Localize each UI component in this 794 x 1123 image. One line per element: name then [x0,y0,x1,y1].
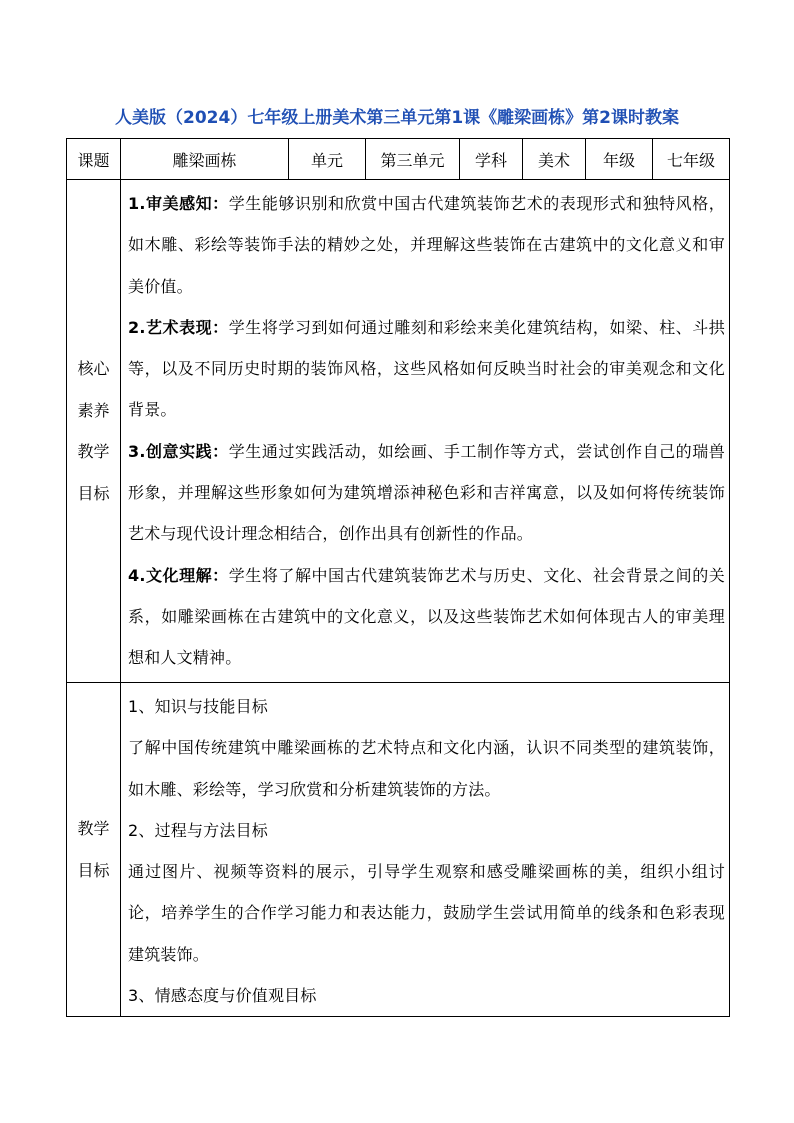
teaching-goal-text: 了解中国传统建筑中雕梁画栋的艺术特点和文化内涵，认识不同类型的建筑装饰，如木雕、彩绘等，学习欣赏和分析建筑装饰的方法。 [128,738,725,799]
course-label: 课题 [67,139,121,180]
lesson-plan-table [66,138,730,1017]
header-row [67,139,730,180]
teaching-goals-label-line: 目标 [77,860,110,880]
teaching-goals-row [67,683,730,1017]
core-goal-heading: 4.文化理解： [128,565,229,585]
teaching-goal-heading: 2、过程与方法目标 [128,820,268,840]
core-goal-item [128,307,725,431]
core-goal-text: 学生能够识别和欣赏中国古代建筑装饰艺术的表现形式和独特风格，如木雕、彩绘等装饰手法的精妙之处，并理解这些装饰在古建筑中的文化意义和审美价值。 [128,194,725,296]
core-goals-content [121,180,730,683]
core-goal-heading: 1.审美感知： [128,194,229,213]
teaching-goals-label-line: 教学 [77,819,110,839]
core-goal-item [128,183,725,307]
core-goal-text: 学生通过实践活动，如绘画、手工制作等方式，尝试创作自己的瑞兽形象，并理解这些形象如何为建筑增添神秘色彩和吉祥寓意，以及如何将传统装饰艺术与现代设计理念相结合，创作出具有创新性的作品。 [128,441,725,544]
unit-value: 第三单元 [366,139,460,180]
grade-value: 七年级 [653,139,730,180]
subject-value: 美术 [523,139,586,180]
grade-label: 年级 [586,139,653,180]
core-goal-item [128,431,725,555]
core-goal-text: 学生将了解中国古代建筑装饰艺术与历史、文化、社会背景之间的关系，如雕梁画栋在古建筑中的文化意义，以及这些装饰艺术如何体现古人的审美理想和人文精神。 [128,565,725,668]
core-goals-label-line: 教学 [77,442,110,461]
core-goal-item [128,555,725,679]
document-title: 人美版（2024）七年级上册美术第三单元第1课《雕梁画栋》第2课时教案 [115,108,679,128]
subject-label: 学科 [460,139,523,180]
core-goals-row [67,180,730,683]
core-goal-heading: 3.创意实践： [128,441,229,461]
teaching-goal-text: 通过图片、视频等资料的展示，引导学生观察和感受雕梁画栋的美，组织小组讨论，培养学生的合作学习能力和表达能力，鼓励学生尝试用简单的线条和色彩表现建筑装饰。 [128,862,725,964]
teaching-goals-label [67,683,121,1017]
core-goals-label-line: 素养 [77,400,110,420]
unit-label: 单元 [289,139,366,180]
core-goals-label-line: 核心 [77,359,110,378]
core-goals-label [67,180,121,683]
core-goal-text: 学生将学习到如何通过雕刻和彩绘来美化建筑结构，如梁、柱、斗拱等，以及不同历史时期的装饰风格，这些风格如何反映当时社会的审美观念和文化背景。 [128,317,725,420]
course-value: 雕梁画栋 [121,139,289,180]
teaching-goal-heading: 1、知识与技能目标 [128,697,268,716]
teaching-goals-content [121,683,730,1017]
core-goal-heading: 2.艺术表现： [128,317,229,337]
teaching-goal-heading: 3、情感态度与价值观目标 [128,986,317,1006]
core-goals-label-line: 目标 [77,483,110,503]
